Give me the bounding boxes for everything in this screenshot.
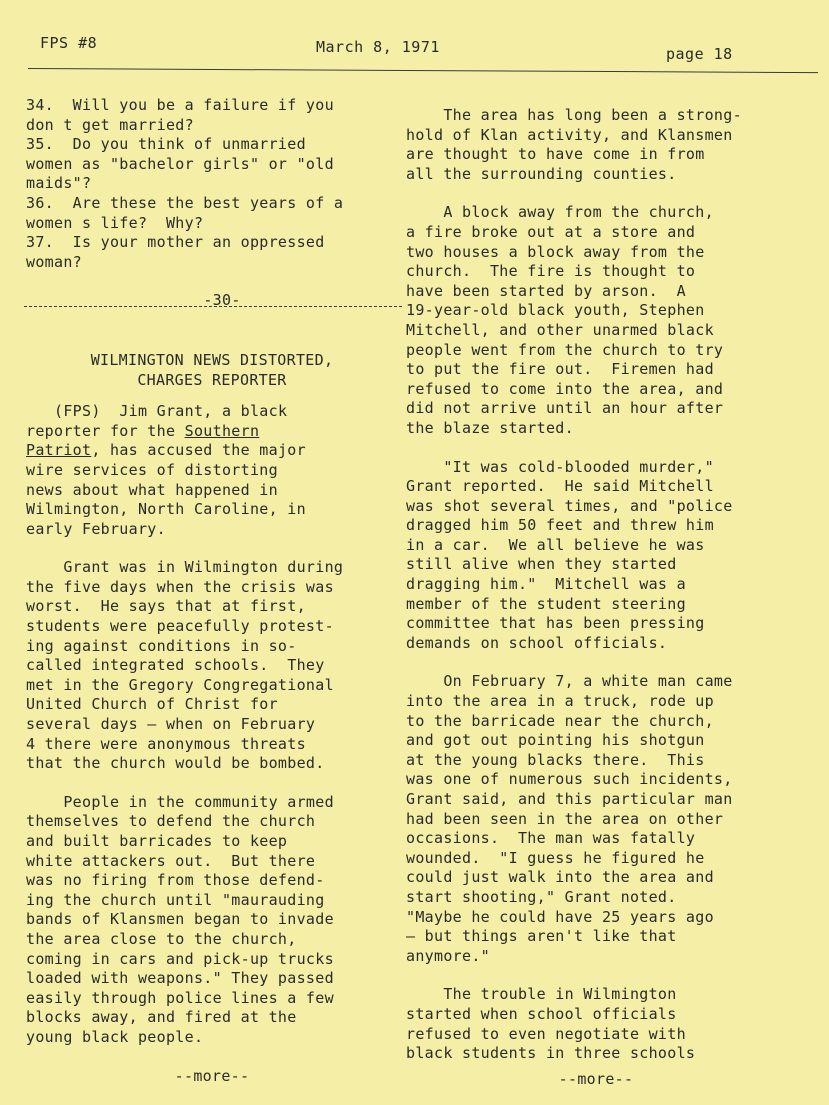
article-paragraph-2: Grant was in Wilmington during the five days when the crisis was worst. He says that at first, students were peacefully protest- ing against conditions in so- called integrated schools. They met in the Gregory Congregational United Church of Christ for several days — when on February 4 there were anonymous threats that the church would be bombed. xyxy=(26,558,344,773)
article-paragraph-4: The area has long been a strong- hold of Klan activity, and Klansmen are thought to have come in from all the surrounding counties. xyxy=(406,106,742,183)
left-column xyxy=(26,96,398,1086)
article-paragraph-6: "It was cold-blooded murder," Grant reported. He said Mitchell was shot several times, and "police dragged him 50 feet and threw him in a car. We all believe he was still alive when they started dragging him." Mitchell was a member of the student steering committee that has been pressing demands on school officials. xyxy=(406,457,733,652)
article-headline-line2: CHARGES REPORTER xyxy=(137,370,287,389)
article-paragraph-5: A block away from the church, a fire broke out at a store and two houses a block away from the church. The fire is thought to have been started by arson. A 19-year-old black youth, Stephen Mitchell, and other unarmed black people went from the church to try to put the fire out. Firemen had refused to come into the area, and did not arrive until an hour after the blaze started. xyxy=(406,203,724,437)
header-publication: FPS #8 xyxy=(40,34,98,52)
paragraph-text: (FPS) Jim Grant, a black reporter for the xyxy=(26,402,288,440)
publication-name: Southern Patriot xyxy=(26,421,260,460)
more-marker-left: --more-- xyxy=(174,1066,250,1085)
right-column xyxy=(406,106,786,1089)
header-rule xyxy=(28,68,818,73)
end-marker: -30- xyxy=(203,291,241,310)
question-36: 36. Are these the best years of a women s life? Why? xyxy=(26,193,344,232)
header-date: March 8, 1971 xyxy=(316,38,440,56)
question-35: 35. Do you think of unmarried women as "bachelor girls" or "old maids"? xyxy=(26,135,334,193)
article-paragraph-3: People in the community armed themselves to defend the church and built barricades to keep white attackers out. But there was no firing from those defend- ing the church until "maurauding bands of Klansmen began to invade the area close to the church, coming in cars and pick-up trucks loaded with weapons." They passed easily through police lines a few blocks away, and fired at the young black people. xyxy=(26,792,334,1046)
article-paragraph-7: On February 7, a white man came into the area in a truck, rode up to the barricade near the church, and got out pointing his shotgun at the young blacks there. This was one of numerous such incidents, Grant said, and this particular man had been seen in the area on other occasions. The man was fatally wounded. "I guess he figured he could just walk into the area and start shooting," Grant noted. "Maybe he could have 25 years ago — but things aren't like that anymore." xyxy=(406,672,733,965)
more-marker-right: --more-- xyxy=(558,1069,634,1088)
section-divider xyxy=(24,306,402,307)
header-page-number: page 18 xyxy=(666,45,733,63)
question-34: 34. Will you be a failure if you don t get married? xyxy=(26,96,334,134)
article-paragraph-1 xyxy=(26,402,398,539)
paragraph-text: , has accused the major wire services of distorting news about what happened in Wilmington, North Caroline, in early February. xyxy=(26,441,306,538)
question-37: 37. Is your mother an oppressed woman? xyxy=(26,233,325,271)
article-paragraph-8: The trouble in Wilmington started when school officials refused to even negotiate with black students in three schools xyxy=(406,985,696,1063)
article-headline-line1: WILMINGTON NEWS DISTORTED, xyxy=(90,350,334,369)
